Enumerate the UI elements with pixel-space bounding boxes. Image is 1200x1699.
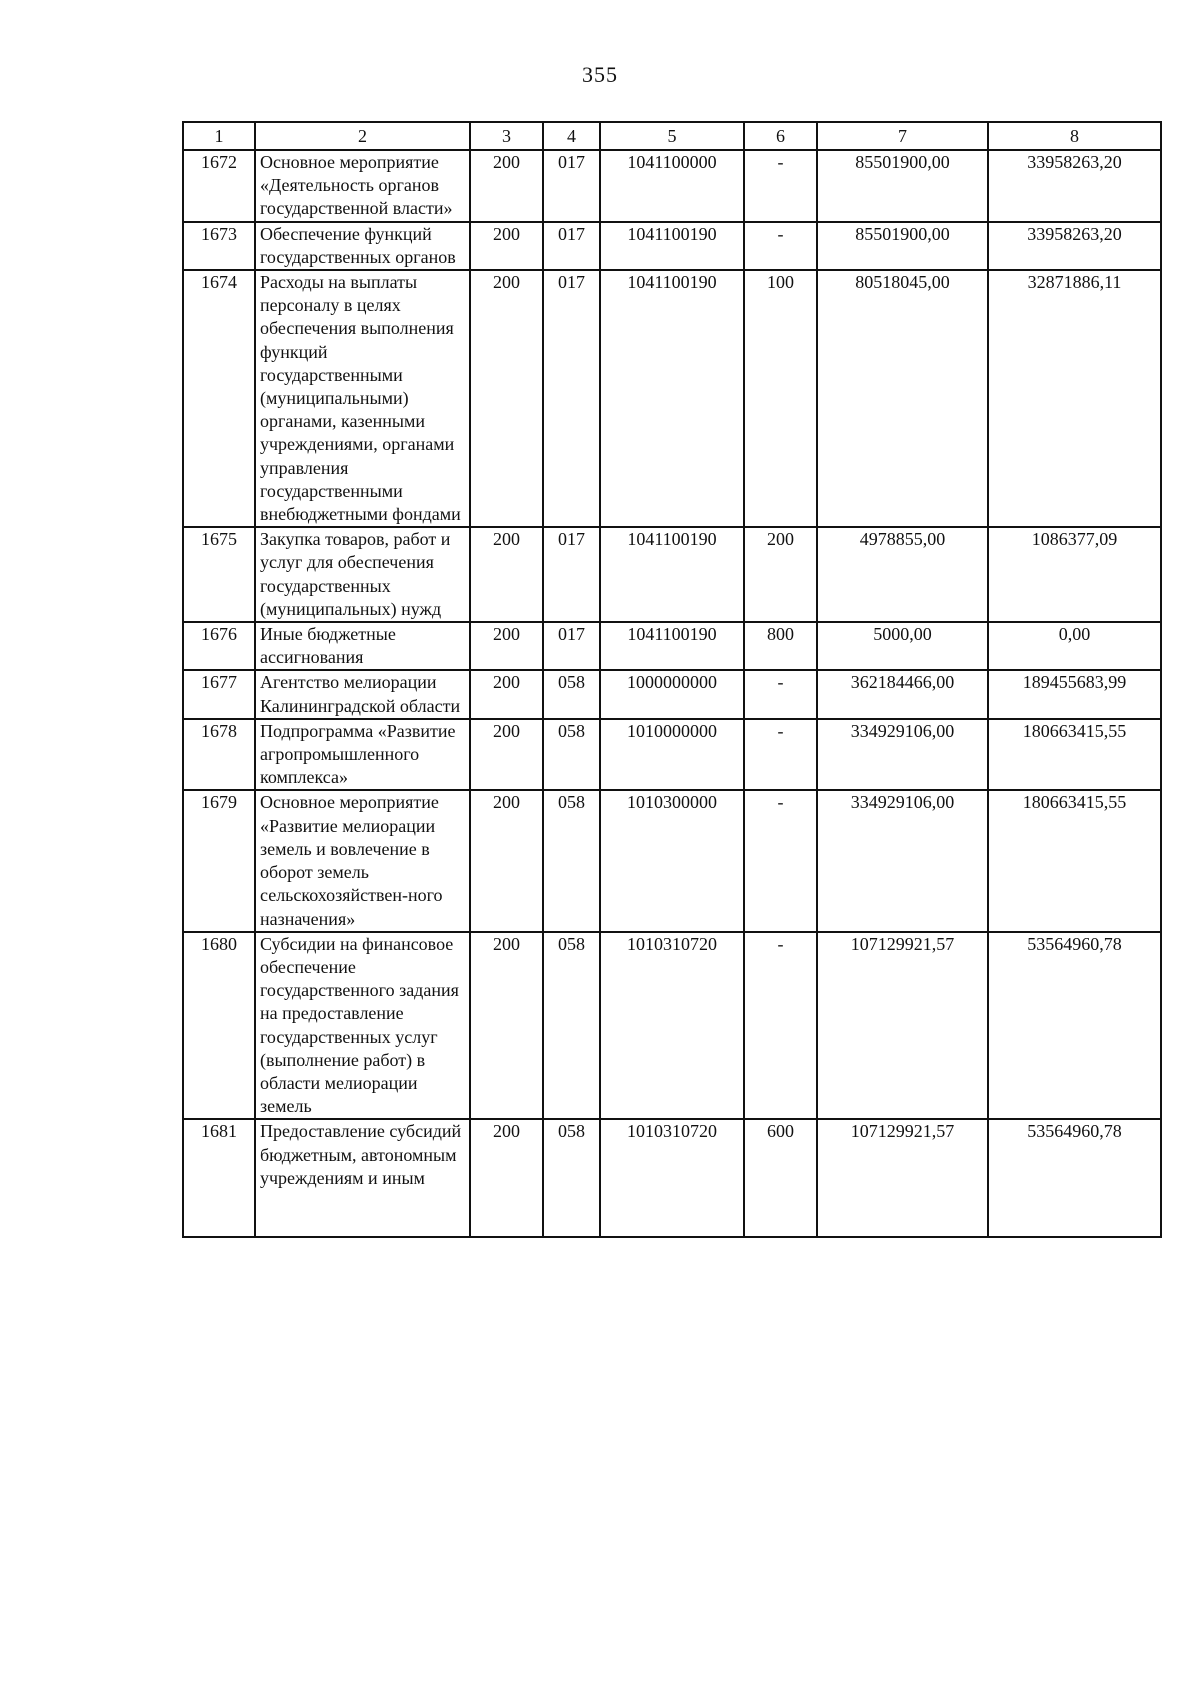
row-name: Основное мероприятие «Деятельность органов государственной власти» (255, 150, 470, 222)
cell-col3: 200 (470, 222, 543, 270)
row-name: Расходы на выплаты персоналу в целях обеспечения выполнения функций государственными (муниципальными) органами, казенными учреждениями, органами управления государственными внебюджетными фондами (255, 270, 470, 527)
cell-col5: 1041100190 (600, 622, 744, 670)
column-header: 2 (255, 122, 470, 150)
cell-col6: - (744, 222, 817, 270)
cell-col6: - (744, 932, 817, 1120)
cell-col3: 200 (470, 622, 543, 670)
table-row (183, 1119, 1161, 1237)
column-header: 8 (988, 122, 1161, 150)
table-row (183, 527, 1161, 622)
row-number: 1681 (183, 1119, 255, 1237)
row-number: 1678 (183, 719, 255, 791)
cell-col6: - (744, 670, 817, 718)
cell-col8: 1086377,09 (988, 527, 1161, 622)
column-header: 5 (600, 122, 744, 150)
table-header-row (183, 122, 1161, 150)
row-number: 1673 (183, 222, 255, 270)
cell-col7: 334929106,00 (817, 790, 988, 931)
cell-col4: 017 (543, 622, 600, 670)
table-row (183, 670, 1161, 718)
cell-col7: 107129921,57 (817, 1119, 988, 1237)
cell-col4: 058 (543, 932, 600, 1120)
table-row (183, 719, 1161, 791)
cell-col8: 189455683,99 (988, 670, 1161, 718)
row-number: 1674 (183, 270, 255, 527)
cell-col4: 017 (543, 527, 600, 622)
table-row (183, 222, 1161, 270)
cell-col5: 1010000000 (600, 719, 744, 791)
table-row (183, 790, 1161, 931)
cell-col6: 800 (744, 622, 817, 670)
cell-col7: 85501900,00 (817, 222, 988, 270)
cell-col4: 058 (543, 670, 600, 718)
cell-col8: 33958263,20 (988, 150, 1161, 222)
cell-col7: 107129921,57 (817, 932, 988, 1120)
row-number: 1677 (183, 670, 255, 718)
cell-col8: 0,00 (988, 622, 1161, 670)
cell-col5: 1000000000 (600, 670, 744, 718)
column-header: 6 (744, 122, 817, 150)
cell-col4: 017 (543, 150, 600, 222)
cell-col3: 200 (470, 527, 543, 622)
cell-col3: 200 (470, 790, 543, 931)
cell-col5: 1041100190 (600, 527, 744, 622)
cell-col6: - (744, 719, 817, 791)
row-name: Агентство мелиорации Калининградской области (255, 670, 470, 718)
budget-table (182, 121, 1162, 1238)
table-row (183, 270, 1161, 527)
cell-col6: - (744, 790, 817, 931)
cell-col5: 1010300000 (600, 790, 744, 931)
cell-col3: 200 (470, 1119, 543, 1237)
row-name: Закупка товаров, работ и услуг для обеспечения государственных (муниципальных) нужд (255, 527, 470, 622)
cell-col7: 80518045,00 (817, 270, 988, 527)
cell-col5: 1041100000 (600, 150, 744, 222)
row-number: 1680 (183, 932, 255, 1120)
cell-col3: 200 (470, 270, 543, 527)
cell-col4: 017 (543, 270, 600, 527)
cell-col7: 4978855,00 (817, 527, 988, 622)
cell-col5: 1041100190 (600, 270, 744, 527)
cell-col4: 058 (543, 790, 600, 931)
row-name: Иные бюджетные ассигнования (255, 622, 470, 670)
column-header: 3 (470, 122, 543, 150)
cell-col6: 100 (744, 270, 817, 527)
cell-col6: 200 (744, 527, 817, 622)
row-number: 1676 (183, 622, 255, 670)
cell-col8: 53564960,78 (988, 1119, 1161, 1237)
cell-col6: 600 (744, 1119, 817, 1237)
cell-col3: 200 (470, 150, 543, 222)
table-row (183, 932, 1161, 1120)
cell-col4: 058 (543, 719, 600, 791)
row-name: Подпрограмма «Развитие агропромышленного комплекса» (255, 719, 470, 791)
cell-col7: 5000,00 (817, 622, 988, 670)
cell-col5: 1041100190 (600, 222, 744, 270)
cell-col7: 362184466,00 (817, 670, 988, 718)
cell-col7: 334929106,00 (817, 719, 988, 791)
row-name: Субсидии на финансовое обеспечение государственного задания на предоставление государственных услуг (выполнение работ) в области мелиорации земель (255, 932, 470, 1120)
column-header: 7 (817, 122, 988, 150)
cell-col3: 200 (470, 719, 543, 791)
cell-col4: 058 (543, 1119, 600, 1237)
row-number: 1672 (183, 150, 255, 222)
cell-col8: 180663415,55 (988, 719, 1161, 791)
row-number: 1679 (183, 790, 255, 931)
cell-col6: - (744, 150, 817, 222)
row-number: 1675 (183, 527, 255, 622)
row-name-text: Предоставление субсидий бюджетным, автономным учреждениям и иным (260, 1121, 462, 1188)
column-header: 4 (543, 122, 600, 150)
cell-col7: 85501900,00 (817, 150, 988, 222)
table-row (183, 150, 1161, 222)
cell-col3: 200 (470, 932, 543, 1120)
page-number: 355 (582, 62, 618, 87)
row-name: Основное мероприятие «Развитие мелиорации земель и вовлечение в оборот земель сельскохозяйствен-ного назначения» (255, 790, 470, 931)
cell-col8: 33958263,20 (988, 222, 1161, 270)
table-row (183, 622, 1161, 670)
row-name: Обеспечение функций государственных органов (255, 222, 470, 270)
row-name (255, 1119, 470, 1237)
cell-col4: 017 (543, 222, 600, 270)
cell-col8: 180663415,55 (988, 790, 1161, 931)
cell-col8: 32871886,11 (988, 270, 1161, 527)
cell-col5: 1010310720 (600, 1119, 744, 1237)
cell-col8: 53564960,78 (988, 932, 1161, 1120)
cell-col5: 1010310720 (600, 932, 744, 1120)
column-header: 1 (183, 122, 255, 150)
cell-col3: 200 (470, 670, 543, 718)
